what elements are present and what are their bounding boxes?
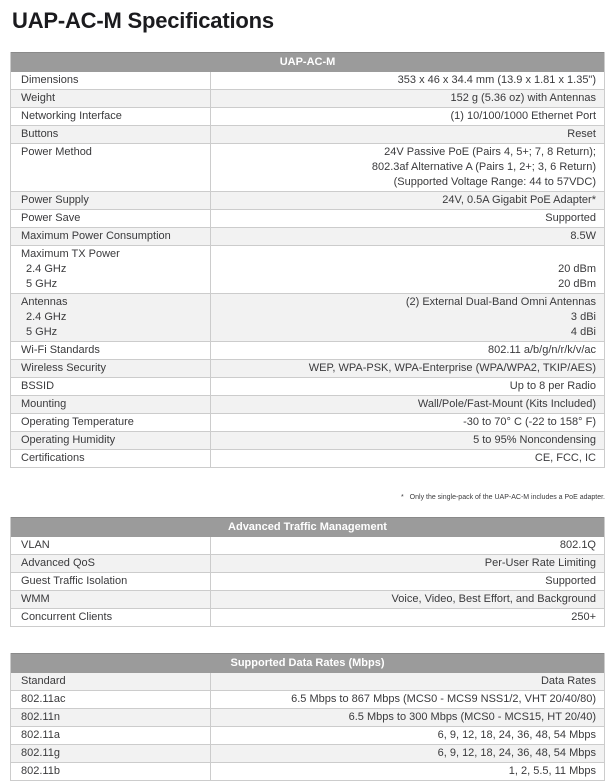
spec-value	[211, 573, 604, 590]
spec-value	[211, 72, 604, 89]
spec-tables-container	[10, 52, 605, 781]
spec-label	[11, 228, 211, 245]
spec-value	[211, 709, 604, 726]
spec-label	[11, 210, 211, 227]
table-title: Advanced Traffic Management	[11, 517, 604, 537]
spec-label	[11, 144, 211, 191]
spec-value-line: 802.1Q	[559, 539, 596, 551]
spec-label-line: Advanced QoS	[21, 557, 95, 569]
spec-label-line: Dimensions	[21, 74, 79, 86]
spec-value-line: (Supported Voltage Range: 44 to 57VDC)	[393, 176, 596, 188]
spec-row	[11, 227, 604, 245]
spec-label	[11, 72, 211, 89]
spec-label-line: Networking Interface	[21, 110, 122, 122]
spec-label-line: Maximum TX Power	[21, 248, 120, 260]
spec-value	[211, 414, 604, 431]
spec-value	[211, 90, 604, 107]
spec-value-line: -30 to 70° C (-22 to 158° F)	[463, 416, 596, 428]
spec-value	[211, 745, 604, 762]
spec-row	[11, 537, 604, 554]
spec-row	[11, 209, 604, 227]
spec-value	[211, 450, 604, 467]
spec-label	[11, 763, 211, 780]
spec-label-line: Mounting	[21, 398, 67, 410]
spec-value	[211, 763, 604, 780]
spec-label-line: BSSID	[21, 380, 55, 392]
spec-label-line: 5 GHz	[26, 326, 58, 338]
spec-label	[11, 192, 211, 209]
spec-value-line: 24V, 0.5A Gigabit PoE Adapter*	[442, 194, 596, 206]
spec-row	[11, 708, 604, 726]
spec-row	[11, 125, 604, 143]
spec-value-line: (2) External Dual-Band Omni Antennas	[405, 296, 596, 308]
spec-value	[211, 673, 604, 690]
spec-row	[11, 293, 604, 341]
spec-value	[211, 432, 604, 449]
spec-row	[11, 572, 604, 590]
spec-value	[211, 294, 604, 341]
spec-label	[11, 745, 211, 762]
spec-value	[211, 246, 604, 293]
spec-value	[211, 591, 604, 608]
spec-value	[211, 555, 604, 572]
spec-label-line: 802.11n	[21, 711, 60, 723]
spec-value-line: 6, 9, 12, 18, 24, 36, 48, 54 Mbps	[437, 729, 596, 741]
spec-sheet-page	[0, 8, 615, 781]
spec-value-line: 6, 9, 12, 18, 24, 36, 48, 54 Mbps	[437, 747, 596, 759]
spec-row	[11, 72, 604, 89]
spec-label-line: Maximum Power Consumption	[21, 230, 171, 242]
spec-label	[11, 555, 211, 572]
spec-label	[11, 537, 211, 554]
spec-row	[11, 690, 604, 708]
spec-label	[11, 108, 211, 125]
spec-value-line: 152 g (5.36 oz) with Antennas	[450, 92, 596, 104]
spec-row	[11, 554, 604, 572]
spec-label	[11, 673, 211, 690]
spec-value-line: Voice, Video, Best Effort, and Background	[391, 593, 596, 605]
spec-label-line: 802.11ac	[21, 693, 66, 705]
spec-label	[11, 414, 211, 431]
spec-label	[11, 126, 211, 143]
spec-value	[211, 537, 604, 554]
spec-value-line	[211, 247, 596, 262]
spec-label-line: 802.11b	[21, 765, 60, 777]
spec-value-line: 250+	[571, 611, 596, 623]
spec-label-line: 2.4 GHz	[26, 263, 67, 275]
spec-label-line: Wi-Fi Standards	[21, 344, 100, 356]
spec-value	[211, 108, 604, 125]
footnote-text: Only the single-pack of the UAP-AC-M includes a PoE adapter.	[409, 494, 605, 501]
spec-value-line: (1) 10/100/1000 Ethernet Port	[450, 110, 596, 122]
spec-value-line: 802.11 a/b/g/n/r/k/v/ac	[487, 344, 596, 356]
spec-label	[11, 573, 211, 590]
spec-value	[211, 210, 604, 227]
table-title: UAP-AC-M	[11, 52, 604, 72]
spec-value	[211, 691, 604, 708]
spec-row	[11, 413, 604, 431]
spec-value-line: Data Rates	[540, 675, 596, 687]
spec-label-line: Certifications	[21, 452, 85, 464]
spec-value-line: WEP, WPA-PSK, WPA-Enterprise (WPA/WPA2, TKIP/AES)	[308, 362, 596, 374]
spec-row	[11, 107, 604, 125]
spec-row	[11, 89, 604, 107]
spec-row	[11, 726, 604, 744]
spec-table-advanced-traffic-management	[10, 517, 605, 627]
spec-value-line: CE, FCC, IC	[534, 452, 596, 464]
spec-row	[11, 143, 604, 191]
spec-label	[11, 609, 211, 626]
spec-label	[11, 294, 211, 341]
spec-value	[211, 126, 604, 143]
spec-label	[11, 691, 211, 708]
spec-label	[11, 591, 211, 608]
spec-label-line: Power Save	[21, 212, 81, 224]
spec-value-line: 1, 2, 5.5, 11 Mbps	[508, 765, 596, 777]
spec-label	[11, 342, 211, 359]
spec-label	[11, 709, 211, 726]
spec-row	[11, 449, 604, 467]
spec-value	[211, 360, 604, 377]
spec-value-line: Wall/Pole/Fast-Mount (Kits Included)	[417, 398, 596, 410]
spec-value-line: Up to 8 per Radio	[509, 380, 596, 392]
spec-value-line: Supported	[545, 212, 596, 224]
spec-table-uap-ac-m	[10, 52, 605, 468]
spec-value	[211, 228, 604, 245]
spec-row	[11, 341, 604, 359]
spec-label	[11, 450, 211, 467]
spec-value-line: 20 dBm	[558, 263, 596, 275]
spec-row	[11, 431, 604, 449]
spec-value-line: Reset	[567, 128, 596, 140]
page-title: UAP-AC-M Specifications	[12, 8, 274, 33]
spec-table-supported-data-rates-mbps	[10, 653, 605, 781]
spec-row	[11, 245, 604, 293]
spec-label-line: Weight	[21, 92, 56, 104]
spec-label-line: Concurrent Clients	[21, 611, 113, 623]
spec-label	[11, 432, 211, 449]
spec-label-line: Antennas	[21, 296, 68, 308]
spec-value	[211, 727, 604, 744]
spec-label-line: Buttons	[21, 128, 59, 140]
spec-value	[211, 378, 604, 395]
spec-value-line: 6.5 Mbps to 300 Mbps (MCS0 - MCS15, HT 20/40)	[348, 711, 596, 723]
spec-label	[11, 360, 211, 377]
spec-label	[11, 727, 211, 744]
spec-row	[11, 395, 604, 413]
spec-label	[11, 90, 211, 107]
footnote-marker: *	[400, 494, 404, 501]
spec-value	[211, 609, 604, 626]
spec-label-line: Power Supply	[21, 194, 89, 206]
spec-label-line: 802.11a	[21, 729, 60, 741]
spec-value-line: 353 x 46 x 34.4 mm (13.9 x 1.81 x 1.35")	[397, 74, 596, 86]
spec-label-line: Guest Traffic Isolation	[21, 575, 128, 587]
spec-value-line: Per-User Rate Limiting	[484, 557, 596, 569]
spec-label-line: 2.4 GHz	[26, 311, 67, 323]
spec-label-line: Power Method	[21, 146, 92, 158]
spec-row	[11, 377, 604, 395]
spec-row	[11, 608, 604, 626]
spec-label-line: 802.11g	[21, 747, 60, 759]
spec-value	[211, 192, 604, 209]
spec-row	[11, 359, 604, 377]
spec-row	[11, 191, 604, 209]
spec-value	[211, 342, 604, 359]
spec-row	[11, 762, 604, 780]
spec-value-line: Supported	[545, 575, 596, 587]
spec-value-line: 5 to 95% Noncondensing	[473, 434, 596, 446]
spec-label-line: Operating Humidity	[21, 434, 116, 446]
spec-label-line: Operating Temperature	[21, 416, 134, 428]
spec-value-line: 20 dBm	[558, 278, 596, 290]
spec-label	[11, 378, 211, 395]
spec-row	[11, 744, 604, 762]
spec-label	[11, 396, 211, 413]
spec-value-line: 4 dBi	[570, 326, 596, 338]
spec-label-line: VLAN	[21, 539, 50, 551]
spec-label-line: 5 GHz	[26, 278, 58, 290]
column-header-row	[11, 673, 604, 690]
spec-value-line: 3 dBi	[570, 311, 596, 323]
spec-label	[11, 246, 211, 293]
table-title: Supported Data Rates (Mbps)	[11, 653, 604, 673]
spec-value	[211, 144, 604, 191]
spec-value-line: 24V Passive PoE (Pairs 4, 5+; 7, 8 Return);	[384, 146, 596, 158]
spec-value-line: 6.5 Mbps to 867 Mbps (MCS0 - MCS9 NSS1/2, VHT 20/40/80)	[291, 693, 596, 705]
spec-label-line: WMM	[21, 593, 50, 605]
spec-value-line: 8.5W	[570, 230, 596, 242]
footnote	[10, 494, 605, 501]
spec-value	[211, 396, 604, 413]
spec-value-line: 802.3af Alternative A (Pairs 1, 2+; 3, 6 Return)	[371, 161, 596, 173]
spec-label-line: Standard	[21, 675, 66, 687]
spec-row	[11, 590, 604, 608]
spec-label-line: Wireless Security	[21, 362, 106, 374]
